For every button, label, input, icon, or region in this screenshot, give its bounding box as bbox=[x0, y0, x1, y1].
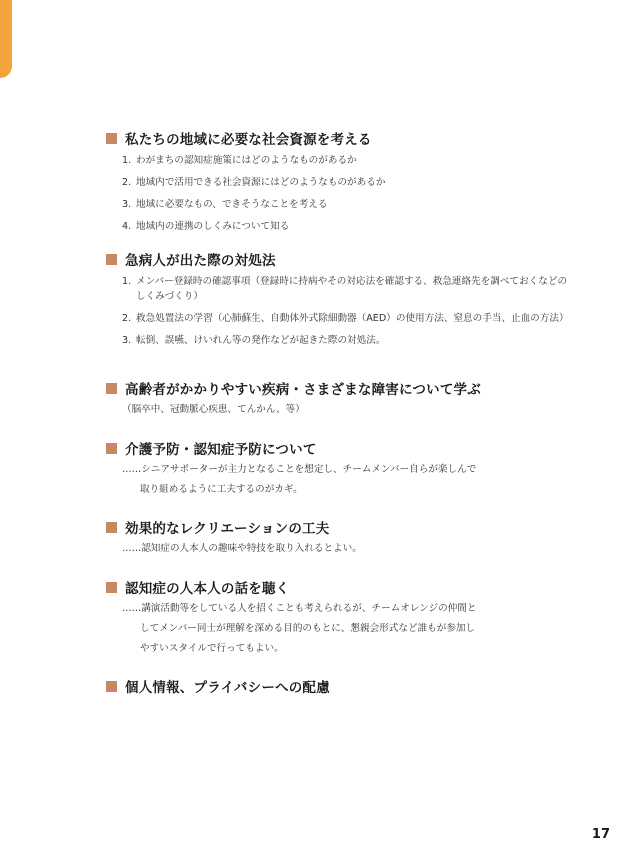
item-number: 1. bbox=[122, 155, 132, 166]
square-bullet-icon bbox=[106, 443, 117, 454]
item-text: 転倒、誤嚥、けいれん等の発作などが起きた際の対処法。 bbox=[136, 335, 386, 346]
section-privacy bbox=[106, 676, 576, 696]
heading-text: 介護予防・認知症予防について bbox=[125, 442, 317, 458]
orange-tab-marker bbox=[0, 0, 12, 78]
section-heading bbox=[106, 577, 576, 597]
list-item bbox=[122, 274, 576, 304]
section-emergency-response bbox=[106, 249, 576, 355]
note-line: ……講演活動等をしている人を招くことも考えられるが、チームオレンジの仲間と bbox=[122, 603, 477, 614]
list-item bbox=[122, 175, 576, 190]
heading-text: 効果的なレクリエーションの工夫 bbox=[125, 521, 330, 537]
note-line: ……シニアサポーターが主力となることを想定し、チームメンバー自らが楽しんで bbox=[122, 464, 477, 475]
item-text: 地域内で活用できる社会資源にはどのようなものがあるか bbox=[136, 177, 386, 188]
heading-text: 個人情報、プライバシーへの配慮 bbox=[125, 680, 330, 696]
section-note bbox=[106, 599, 576, 659]
item-number: 4. bbox=[122, 221, 132, 232]
section-listen-to-person bbox=[106, 577, 576, 659]
square-bullet-icon bbox=[106, 133, 117, 144]
heading-text: 認知症の人本人の話を聴く bbox=[125, 581, 290, 597]
item-text: 救急処置法の学習（心肺蘇生、自動体外式除細動器（AED）の使用方法、窒息の手当、止血の方法） bbox=[136, 313, 569, 324]
item-number: 2. bbox=[122, 177, 132, 188]
section-care-prevention bbox=[106, 438, 576, 500]
section-heading bbox=[106, 128, 576, 148]
square-bullet-icon bbox=[106, 582, 117, 593]
note-line: 取り組めるように工夫するのがカギ。 bbox=[140, 484, 303, 495]
item-number: 3. bbox=[122, 335, 132, 346]
item-text: メンバー登録時の確認事項（登録時に持病やその対応法を確認する、救急連絡先を調べておくなどのしくみづくり） bbox=[136, 276, 568, 302]
note-line: してメンバー同士が理解を深める目的のもとに、懇親会形式など誰もが参加し bbox=[140, 623, 476, 634]
section-heading bbox=[106, 378, 576, 398]
square-bullet-icon bbox=[106, 522, 117, 533]
section-note bbox=[106, 539, 576, 559]
section-recreation bbox=[106, 517, 576, 559]
list-item bbox=[122, 333, 576, 348]
item-list bbox=[106, 153, 576, 234]
square-bullet-icon bbox=[106, 681, 117, 692]
section-diseases bbox=[106, 378, 576, 420]
heading-text: 私たちの地域に必要な社会資源を考える bbox=[125, 132, 372, 148]
section-heading bbox=[106, 249, 576, 269]
square-bullet-icon bbox=[106, 383, 117, 394]
item-text: 地域内の連携のしくみについて知る bbox=[136, 221, 290, 232]
section-heading bbox=[106, 438, 576, 458]
heading-text: 高齢者がかかりやすい疾病・さまざまな障害について学ぶ bbox=[125, 382, 481, 398]
list-item bbox=[122, 153, 576, 168]
section-note bbox=[106, 460, 576, 500]
note-line: ……認知症の人本人の趣味や特技を取り入れるとよい。 bbox=[122, 543, 362, 554]
item-number: 3. bbox=[122, 199, 132, 210]
list-item bbox=[122, 197, 576, 212]
item-text: 地域に必要なもの、できそうなことを考える bbox=[136, 199, 328, 210]
section-heading bbox=[106, 676, 576, 696]
list-item bbox=[122, 219, 576, 234]
item-text: わがまちの認知症施策にはどのようなものがあるか bbox=[136, 155, 357, 166]
page-number: 17 bbox=[591, 827, 610, 842]
item-list bbox=[106, 274, 576, 348]
section-heading bbox=[106, 517, 576, 537]
note-line: やすいスタイルで行ってもよい。 bbox=[140, 643, 284, 654]
list-item bbox=[122, 311, 576, 326]
heading-text: 急病人が出た際の対処法 bbox=[125, 253, 276, 269]
section-social-resources bbox=[106, 128, 576, 241]
section-note: （脳卒中、冠動脈心疾患、てんかん、等） bbox=[122, 404, 305, 415]
item-number: 1. bbox=[122, 276, 132, 287]
square-bullet-icon bbox=[106, 254, 117, 265]
item-number: 2. bbox=[122, 313, 132, 324]
